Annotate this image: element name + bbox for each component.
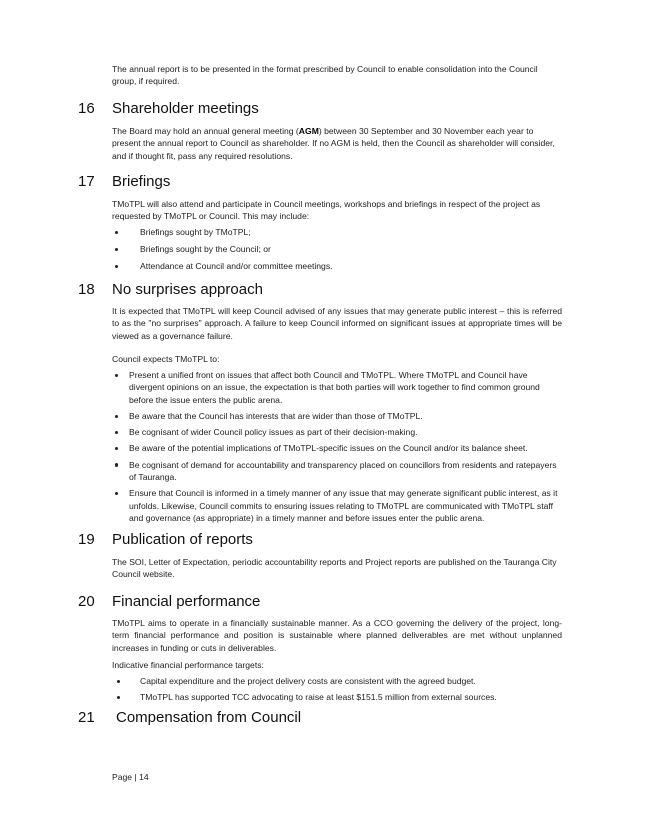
bullet-dot <box>115 415 118 418</box>
list-item <box>112 459 562 484</box>
section-20-bullet-list <box>112 675 562 704</box>
section-19-paragraph: The SOI, Letter of Expectation, periodic accountability reports and Project reports are published on the Tauranga City Council website. <box>112 557 557 580</box>
section-16-title: Shareholder meetings <box>112 100 259 117</box>
section-20-title: Financial performance <box>112 593 261 610</box>
agm-term: AGM <box>298 126 319 136</box>
list-item-text: Be cognisant of wider Council policy issues as part of their decision-making. <box>129 427 418 438</box>
section-19-heading <box>78 531 253 549</box>
section-17-bullet-list <box>112 226 562 272</box>
list-item <box>112 243 562 255</box>
section-21-heading <box>78 709 301 727</box>
section-16-text-b: ) between 30 September and 30 November each year to present the annual report to Council as shareholder. If no AGM is held, then the Council as shareholder will consider, and if thought fit, pass any required resolutions. <box>112 126 555 161</box>
section-17-paragraph: TMoTPL will also attend and participate in Council meetings, workshops and briefings in respect of the project as requested by TMoTPL or Council. This may include: <box>112 199 541 222</box>
bullet-dot <box>115 447 118 450</box>
section-16-paragraph <box>112 125 562 162</box>
list-item <box>112 675 562 687</box>
section-16-number: 16 <box>78 100 95 117</box>
section-19-number: 19 <box>78 531 95 548</box>
list-item <box>112 691 562 703</box>
bullet-dot <box>115 248 118 251</box>
section-20-paragraph-2: Indicative financial performance targets: <box>112 660 264 670</box>
list-item <box>112 369 562 406</box>
list-item-text: Present a unified front on issues that affect both Council and TMoTPL. Where TMoTPL and Council have divergent opinions on an issue, the expectation is that both parties will work together to find common ground before the issue enters the public arena. <box>129 370 540 405</box>
section-17-number: 17 <box>78 173 95 190</box>
section-18-paragraph-1: It is expected that TMoTPL will keep Council advised of any issues that may generate public interest – this is referred to as the "no surprises" approach. A failure to keep Council informed on significant issues at appropriate times will be viewed as a governance failure. <box>112 306 562 341</box>
bullet-dot <box>117 696 120 699</box>
list-item <box>112 260 562 272</box>
bullet-dot <box>115 463 118 466</box>
section-18-bullet-list <box>112 369 562 524</box>
bullet-dot <box>115 231 118 234</box>
list-item-text: Capital expenditure and the project delivery costs are consistent with the agreed budget. <box>140 676 476 686</box>
section-21-number: 21 <box>78 709 95 726</box>
section-18-paragraph-2: Council expects TMoTPL to: <box>112 354 220 364</box>
list-item-text: Be aware that the Council has interests that are wider than those of TMoTPL. <box>129 411 423 422</box>
list-item-text: Be aware of the potential implications of TMoTPL-specific issues on the Council and/or its balance sheet. <box>129 443 528 454</box>
intro-paragraph: The annual report is to be presented in the format prescribed by Council to enable consolidation into the Council group, if required. <box>112 64 538 87</box>
section-17-heading <box>78 173 170 191</box>
section-20-number: 20 <box>78 593 95 610</box>
list-item <box>112 426 562 438</box>
section-18-heading <box>78 281 263 299</box>
bullet-dot <box>115 374 118 377</box>
section-16-heading <box>78 100 259 118</box>
section-19-title: Publication of reports <box>112 531 253 548</box>
list-item-text: Be cognisant of demand for accountability and transparency placed on councillors from residents and ratepayers of Tauranga. <box>129 459 557 483</box>
section-18-title: No surprises approach <box>112 281 263 298</box>
list-item <box>112 442 562 454</box>
list-item-text: TMoTPL has supported TCC advocating to raise at least $151.5 million from external sources. <box>140 692 497 703</box>
bullet-dot <box>115 492 118 495</box>
section-16-text-a: The Board may hold an annual general meeting ( <box>112 126 299 136</box>
list-item <box>112 226 562 238</box>
section-21-title: Compensation from Council <box>116 709 302 726</box>
section-18-number: 18 <box>78 281 95 298</box>
page-number: Page | 14 <box>112 772 149 782</box>
bullet-dot <box>115 431 118 434</box>
list-item-text: Attendance at Council and/or committee meetings. <box>140 261 333 271</box>
bullet-dot <box>115 265 118 268</box>
list-item-text: Briefings sought by the Council; or <box>140 244 271 254</box>
bullet-dot <box>117 680 120 683</box>
section-20-paragraph-1: TMoTPL aims to operate in a financially sustainable manner. As a CCO governing the delivery of the project, long-term financial performance and position is sustainable where planned deliverables are met without unplanned increases in funding or cuts in deliverables. <box>112 618 562 653</box>
list-item <box>112 487 562 524</box>
list-item <box>112 410 562 422</box>
list-item-text: Briefings sought by TMoTPL; <box>140 227 251 237</box>
section-20-heading <box>78 593 260 611</box>
section-17-title: Briefings <box>112 173 171 190</box>
list-item-text: Ensure that Council is informed in a timely manner of any issue that may generate significant public interest, as it unfolds. Likewise, Council commits to ensuring issues relating to TMoTPL are communicated with TMoTPL staff and governance (as appropriate) in a timely manner and before issues enter the public arena. <box>129 488 558 524</box>
